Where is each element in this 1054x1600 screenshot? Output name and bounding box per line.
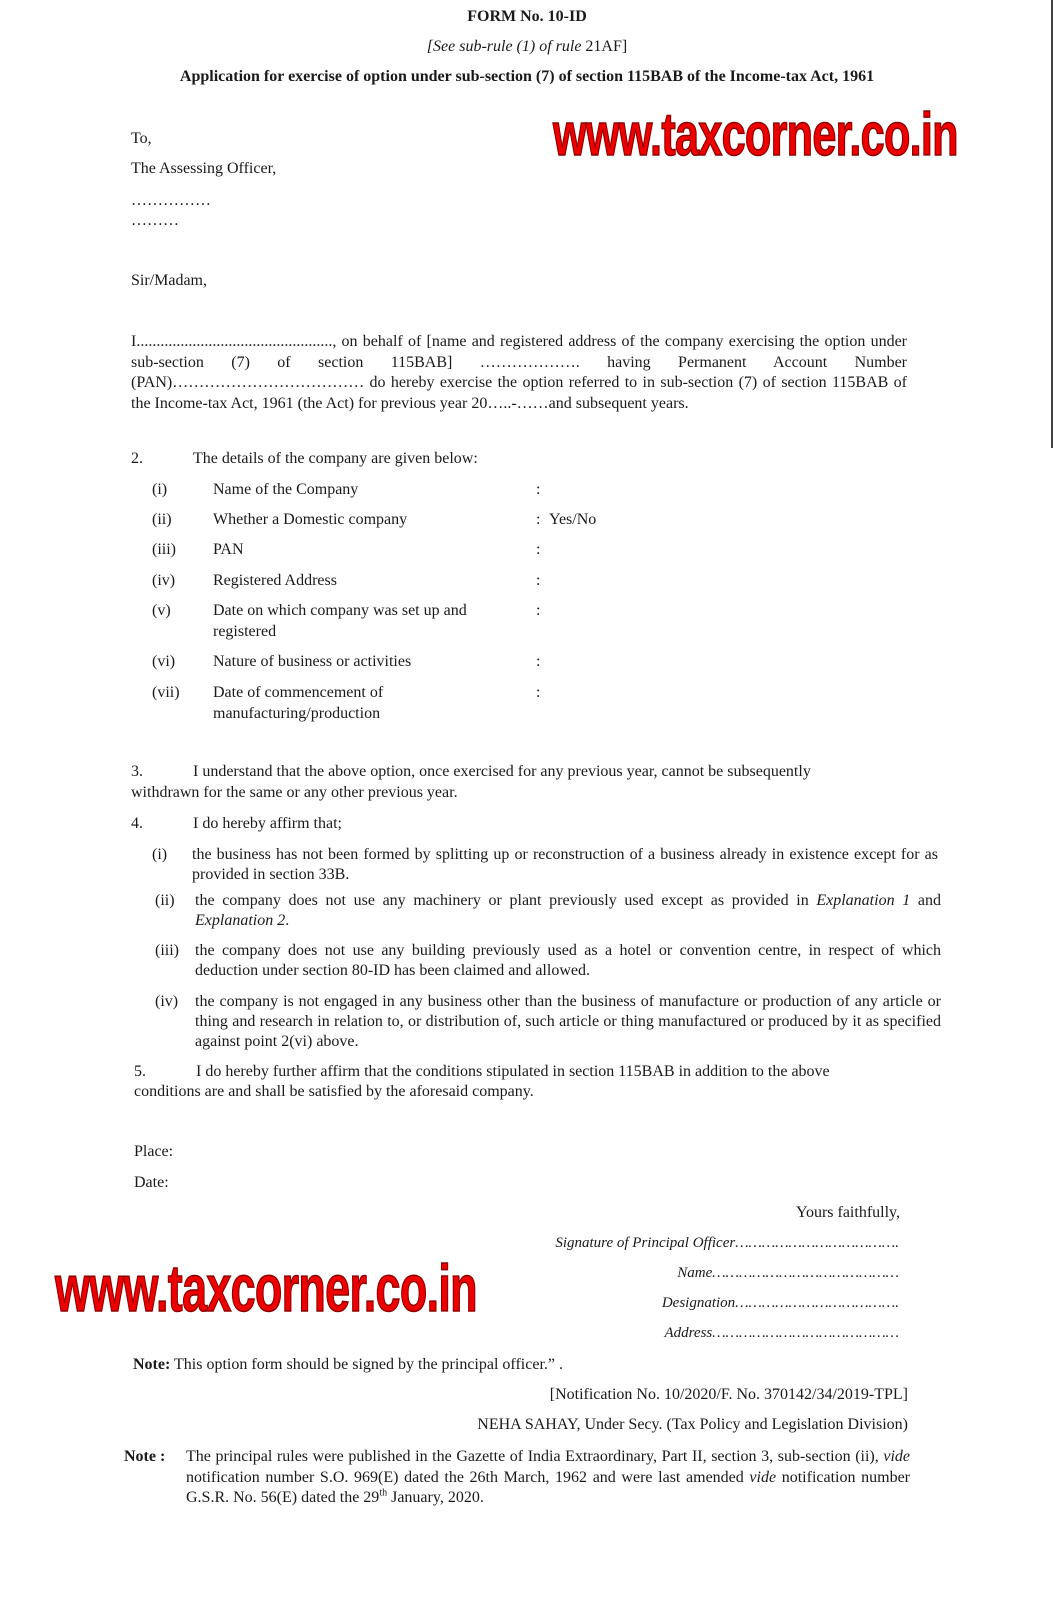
- detail-label: Name of the Company: [213, 481, 359, 498]
- affirmation-text-part: the company does not use any machinery or plant previously used except as provided in: [195, 892, 817, 909]
- detail-colon: :: [536, 511, 541, 528]
- detail-num: (vii): [152, 684, 180, 701]
- note-text: [186, 1447, 910, 1509]
- section-2-intro: The details of the company are given below:: [193, 450, 478, 467]
- name-dots: ……………………………………: [712, 1265, 899, 1281]
- affirmation-text: [195, 891, 941, 931]
- salutation: Sir/Madam,: [131, 272, 207, 289]
- detail-num: (iii): [152, 541, 176, 558]
- detail-label: PAN: [213, 541, 244, 558]
- rule-reference-plain: 21AF]: [581, 38, 628, 55]
- detail-num: (i): [152, 481, 168, 498]
- affirmation-text: the company does not use any building previously used as a hotel or convention centre, in respect of which deduction under section 80-ID has been claimed and allowed.: [195, 942, 941, 979]
- detail-colon: :: [536, 541, 541, 558]
- rule-reference: [0, 38, 1054, 56]
- addressee-line-2: ………: [131, 212, 179, 229]
- name-label: Name: [677, 1265, 713, 1281]
- form-number: FORM No. 10-ID: [467, 8, 587, 25]
- addressee-line-1: ……………: [131, 192, 211, 209]
- detail-num: (iv): [152, 572, 176, 589]
- signature-name: [677, 1265, 899, 1282]
- affirmation-num: (ii): [155, 892, 175, 909]
- detail-label: Registered Address: [213, 572, 337, 589]
- detail-label-cont: registered: [213, 623, 277, 640]
- explanation-1-ref: Explanation 1: [816, 892, 911, 909]
- affirmation-text: the business has not been formed by splitting up or reconstruction of a business already in existence except for as provided in section 33B.: [192, 846, 938, 883]
- affirmation-num: (iii): [155, 942, 179, 959]
- detail-label: Whether a Domestic company: [213, 511, 408, 528]
- signatory: NEHA SAHAY, Under Secy. (Tax Policy and Legislation Division): [477, 1416, 908, 1433]
- detail-colon: :: [536, 684, 541, 701]
- notification-reference: [Notification No. 10/2020/F. No. 370142/34/2019-TPL]: [549, 1386, 908, 1403]
- detail-label: Date of commencement of: [213, 684, 384, 701]
- vide-term: vide: [749, 1468, 777, 1486]
- affirmation-num: (iv): [155, 993, 179, 1010]
- note-label: Note:: [133, 1356, 171, 1373]
- signature-principal-officer: [555, 1235, 899, 1252]
- watermark-top: www.taxcorner.co.in: [553, 101, 958, 168]
- signature-dots: ……………………………….: [735, 1235, 899, 1251]
- section-5-line-1: I do hereby further affirm that the conditions stipulated in section 115BAB in addition to the above: [196, 1063, 830, 1080]
- addressee-officer: The Assessing Officer,: [131, 160, 277, 177]
- note-text-part: January, 2020.: [387, 1489, 484, 1506]
- detail-colon: :: [536, 572, 541, 589]
- signature-label: Signature of Principal Officer: [555, 1235, 736, 1251]
- closing: Yours faithfully,: [795, 1204, 900, 1221]
- designation-label: Designation: [661, 1295, 736, 1311]
- place-label: Place:: [134, 1143, 174, 1160]
- rule-reference-italic: [See sub-rule (1) of rule: [426, 38, 582, 55]
- vide-term: vide: [883, 1448, 910, 1465]
- section-5-number: 5.: [134, 1063, 146, 1080]
- detail-num: (ii): [152, 511, 172, 528]
- addressee-to: To,: [131, 130, 152, 147]
- detail-label: Nature of business or activities: [213, 653, 412, 670]
- section-3-number: 3.: [131, 763, 143, 780]
- form-title: Application for exercise of option under sub-section (7) of section 115BAB of the Income-tax Act, 1961: [179, 68, 875, 85]
- address-dots: ……………………………………: [712, 1325, 899, 1341]
- affirmation-text-part: and: [910, 892, 941, 909]
- note-text-part: notification number S.O. 969(E) dated the 26th March, 1962 and were last amended: [186, 1468, 750, 1486]
- explanation-2-ref: Explanation 2: [195, 912, 286, 929]
- note-label: Note :: [124, 1448, 166, 1465]
- signature-address: [664, 1325, 899, 1342]
- signature-designation: [662, 1295, 899, 1312]
- affirmation-text-part: .: [285, 912, 290, 929]
- note-text-part: The principal rules were published in the Gazette of India Extraordinary, Part II, section 3, sub-section (ii),: [186, 1448, 884, 1465]
- affirmation-num: (i): [152, 846, 168, 863]
- note-text: This option form should be signed by the principal officer.” .: [170, 1356, 563, 1373]
- detail-colon: :: [536, 481, 541, 498]
- detail-label: Date on which company was set up and: [213, 602, 467, 619]
- detail-num: (v): [152, 602, 171, 619]
- watermark-bottom: www.taxcorner.co.in: [55, 1251, 477, 1325]
- section-2-number: 2.: [131, 450, 143, 467]
- detail-label-cont: manufacturing/production: [213, 705, 381, 722]
- section-3-line-2: withdrawn for the same or any other previous year.: [131, 784, 458, 801]
- affirmation-text: the company is not engaged in any business other than the business of manufacture or production of any article or thing and research in relation to, or distribution of, such article or thing manufactured or produced by it as specified against point 2(vi) above.: [195, 993, 941, 1050]
- detail-num: (vi): [152, 653, 176, 670]
- detail-value: Yes/No: [549, 511, 597, 528]
- note-text-part: notification number G.S.R. No. 56(E) dated the 29: [186, 1468, 910, 1506]
- detail-colon: :: [536, 653, 541, 670]
- section-4-number: 4.: [131, 815, 143, 832]
- address-label: Address: [664, 1325, 713, 1341]
- ordinal-suffix: th: [379, 1487, 388, 1499]
- detail-colon: :: [536, 602, 541, 619]
- section-4-intro: I do hereby affirm that;: [193, 815, 342, 832]
- declaration-paragraph: I................................................., on behalf of [name and registered address of the company exercising the option under sub-section (7) of section 115BAB] ………………. having Permanent Account Number (PAN)……………………………… do hereby exercise the option referred to in sub-section (7) of section 115BAB of the Income-tax Act, 1961 (the Act) for previous year 20…..-……and subsequent years.: [131, 333, 907, 412]
- date-label: Date:: [134, 1174, 169, 1191]
- section-3-line-1: I understand that the above option, once exercised for any previous year, cannot be subsequently: [193, 763, 811, 780]
- note-signing: [133, 1356, 563, 1374]
- section-5-line-2: conditions are and shall be satisfied by the aforesaid company.: [134, 1083, 534, 1100]
- designation-dots: ……………………………….: [735, 1295, 899, 1311]
